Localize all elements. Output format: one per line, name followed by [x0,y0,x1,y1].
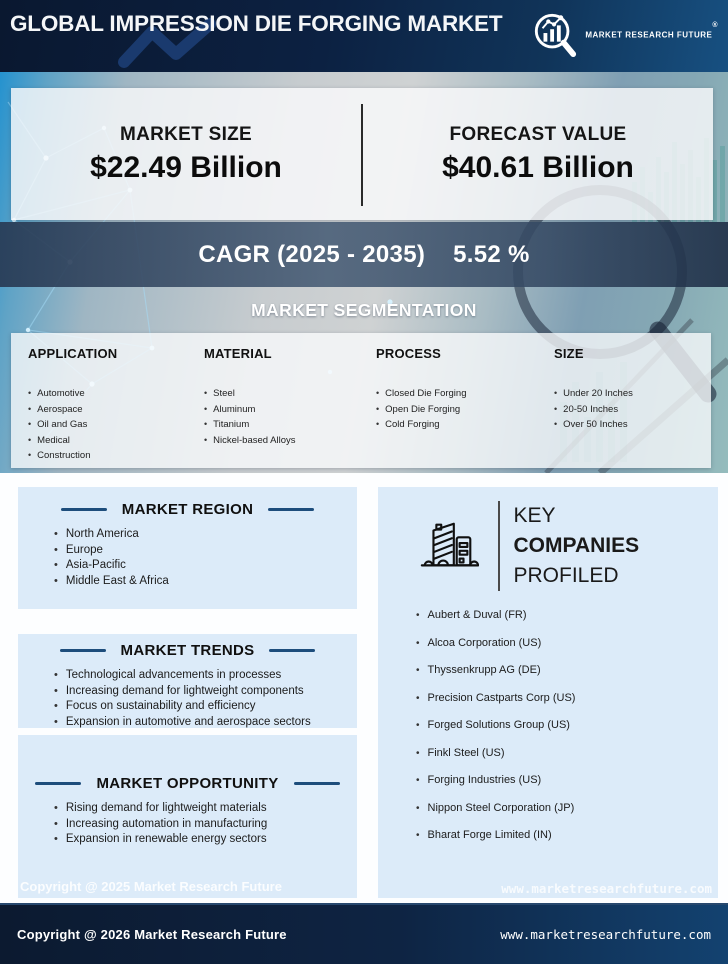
market-size-value: $22.49 Billion [90,150,282,184]
trend-item: • Increasing demand for lightweight components [54,684,357,700]
market-size-stat [11,88,361,220]
title-dash [269,649,315,653]
cagr-value: 5.52 % [453,240,530,268]
details-section [0,473,728,903]
company-item: • Alcoa Corporation (US) [416,637,718,649]
segmentation-heading: SIZE [554,346,584,361]
segmentation-heading: PROCESS [376,346,441,361]
opportunity-item: • Increasing automation in manufacturing [54,817,357,833]
market-size-label: MARKET SIZE [119,123,253,145]
segment-item: • Aerospace [28,402,204,418]
segment-item: • Nickel-based Alloys [204,433,376,449]
market-opportunity-title: MARKET OPPORTUNITY [96,775,279,792]
segmentation-column-process [376,346,554,468]
company-item: • Forged Solutions Group (US) [416,719,718,731]
opportunity-item: • Expansion in renewable energy sectors [54,832,357,848]
region-item: • Europe [54,543,357,559]
cagr-band [0,222,728,287]
magnifier-chart-logo-icon [532,11,578,57]
company-item: • Bharat Forge Limited (IN) [416,829,718,841]
brand-logo [532,11,718,57]
segment-item: • Cold Forging [376,417,554,433]
segment-item: • Automotive [28,386,204,402]
market-trends-title: MARKET TRENDS [120,642,255,659]
brand-name: MARKET RESEARCH FUTURE® [585,21,718,40]
watermark-website: www.marketresearchfuture.com [501,881,712,896]
segment-item: • Over 50 Inches [554,417,711,433]
segmentation-column-material [204,346,376,468]
region-item: • Middle East & Africa [54,574,357,590]
segment-item: • Construction [28,448,204,464]
title-dash [35,782,81,786]
registered-mark: ® [712,21,718,29]
segment-item: • Open Die Forging [376,402,554,418]
segmentation-column-application [28,346,204,468]
market-trends-card [18,634,357,728]
segment-item: • Oil and Gas [28,417,204,433]
trend-item: • Focus on sustainability and efficiency [54,699,357,715]
segmentation-heading: APPLICATION [28,346,118,361]
title-dash [60,649,106,653]
page-title: GLOBAL IMPRESSION DIE FORGING MARKET [10,11,503,36]
segmentation-title: MARKET SEGMENTATION [251,300,477,320]
region-item: • North America [54,527,357,543]
forecast-value-stat [363,88,713,220]
header [0,0,728,72]
market-region-title: MARKET REGION [121,501,254,518]
watermark-copyright: Copyright @ 2025 Market Research Future [20,879,282,894]
key-companies-card [378,487,718,898]
footer-copyright: Copyright @ 2026 Market Research Future [17,927,287,942]
market-stats-panel [11,88,713,220]
forecast-value-value: $40.61 Billion [442,150,634,184]
segment-item: • Aluminum [204,402,376,418]
segment-item: • Medical [28,433,204,449]
title-dash [61,508,107,512]
trend-item: • Technological advancements in processes [54,668,357,684]
company-item: • Finkl Steel (US) [416,747,718,759]
segmentation-heading: MATERIAL [204,346,272,361]
segment-item: • Closed Die Forging [376,386,554,402]
segment-item: • Titanium [204,417,376,433]
footer-website-link[interactable]: www.marketresearchfuture.com [500,927,711,942]
company-item: • Precision Castparts Corp (US) [416,692,718,704]
cagr-label: CAGR (2025 - 2035) [198,240,426,268]
segment-item: • Under 20 Inches [554,386,711,402]
hero-section [0,72,728,473]
region-item: • Asia-Pacific [54,558,357,574]
market-region-card [18,487,357,609]
opportunity-item: • Rising demand for lightweight materials [54,801,357,817]
company-item: • Nippon Steel Corporation (JP) [416,802,718,814]
title-dash [268,508,314,512]
company-item: • Aubert & Duval (FR) [416,609,718,621]
segment-item: • Steel [204,386,376,402]
company-item: • Forging Industries (US) [416,774,718,786]
market-opportunity-card [18,735,357,898]
vertical-divider [498,501,500,591]
buildings-icon [417,515,479,577]
forecast-value-label: FORECAST VALUE [449,123,627,145]
trend-item: • Expansion in automotive and aerospace sectors [54,715,357,731]
segmentation-column-size [554,346,711,468]
company-item: • Thyssenkrupp AG (DE) [416,664,718,676]
key-companies-title: KEY COMPANIES PROFILED [513,504,640,587]
segmentation-panel [11,333,711,468]
title-dash [294,782,340,786]
segment-item: • 20-50 Inches [554,402,711,418]
key-companies-header [398,501,718,591]
footer [0,903,728,964]
